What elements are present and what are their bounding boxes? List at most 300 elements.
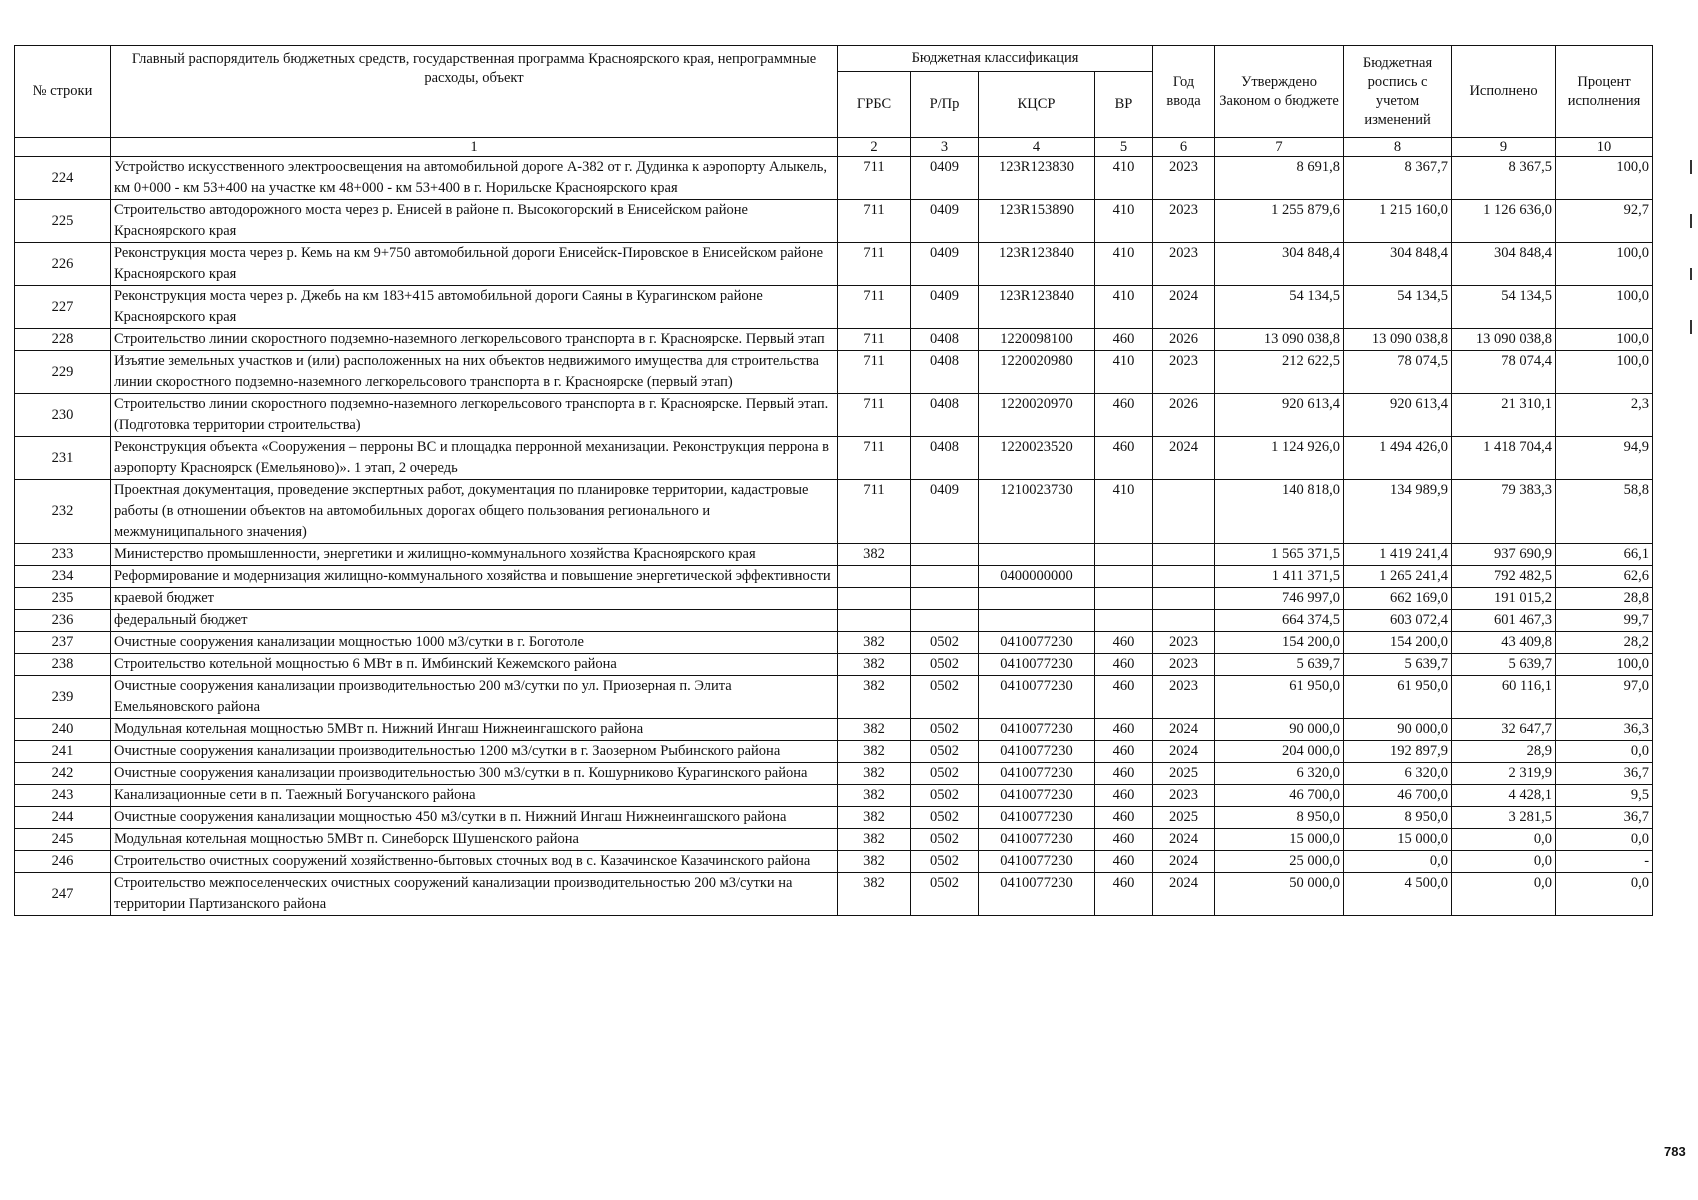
table-row (15, 566, 1653, 588)
table-row (15, 329, 1653, 351)
row-percent-cell: 100,0 (1556, 654, 1653, 676)
row-name-cell: Реконструкция моста через р. Джебь на км 183+415 автомобильной дороги Саяны в Курагинском районе Красноярского края (111, 286, 838, 329)
row-executed-cell: 28,9 (1452, 741, 1556, 763)
row-grbs-cell: 382 (838, 851, 911, 873)
table-row (15, 437, 1653, 480)
row-approved-cell: 15 000,0 (1215, 829, 1344, 851)
row-year-cell: 2024 (1153, 437, 1215, 480)
row-percent-cell: 2,3 (1556, 394, 1653, 437)
row-vr-cell: 460 (1095, 873, 1153, 916)
row-year-cell: 2024 (1153, 741, 1215, 763)
row-rpr-cell: 0502 (911, 654, 979, 676)
row-name-cell: Министерство промышленности, энергетики и жилищно-коммунального хозяйства Красноярского края (111, 544, 838, 566)
row-year-cell: 2024 (1153, 286, 1215, 329)
row-executed-cell: 8 367,5 (1452, 157, 1556, 200)
row-name-cell: Реконструкция объекта «Сооружения – перроны ВС и площадка перронной механизации. Реконструкция перрона в аэропорту Красноярск (Емельяново)». 1 этап, 2 очередь (111, 437, 838, 480)
row-budget-list-cell: 90 000,0 (1344, 719, 1452, 741)
row-year-cell: 2026 (1153, 394, 1215, 437)
row-percent-cell: 0,0 (1556, 829, 1653, 851)
row-percent-cell: 0,0 (1556, 873, 1653, 916)
row-number-cell: 239 (15, 676, 111, 719)
row-grbs-cell: 382 (838, 807, 911, 829)
row-percent-cell: 100,0 (1556, 351, 1653, 394)
row-kcsr-cell: 123R153890 (979, 200, 1095, 243)
row-percent-cell: 9,5 (1556, 785, 1653, 807)
row-name-cell: Реконструкция моста через р. Кемь на км 9+750 автомобильной дороги Енисейск-Пировское в Енисейском районе Красноярского края (111, 243, 838, 286)
row-year-cell: 2023 (1153, 200, 1215, 243)
row-name-cell: Изъятие земельных участков и (или) расположенных на них объектов недвижимого имущества для строительства линии скоростного подземно-наземного легкорельсового транспорта в г. Красноярске (первый этап) (111, 351, 838, 394)
row-vr-cell (1095, 588, 1153, 610)
row-percent-cell: 100,0 (1556, 243, 1653, 286)
row-name-cell: Модульная котельная мощностью 5МВт п. Нижний Ингаш Нижнеингашского района (111, 719, 838, 741)
row-rpr-cell: 0408 (911, 394, 979, 437)
row-rpr-cell (911, 566, 979, 588)
row-executed-cell: 1 418 704,4 (1452, 437, 1556, 480)
row-name-cell: Устройство искусственного электроосвещения на автомобильной дороге А-382 от г. Дудинка к аэропорту Алыкель, км 0+000 - км 53+400 на участке км 48+000 - км 53+400 в г. Норильске Красноярского края (111, 157, 838, 200)
table-row (15, 588, 1653, 610)
row-approved-cell: 1 565 371,5 (1215, 544, 1344, 566)
row-number-cell: 230 (15, 394, 111, 437)
row-rpr-cell: 0409 (911, 157, 979, 200)
row-approved-cell: 8 950,0 (1215, 807, 1344, 829)
row-number-cell: 234 (15, 566, 111, 588)
table-row (15, 829, 1653, 851)
scan-edge-marks (1690, 160, 1696, 374)
table-row (15, 610, 1653, 632)
row-kcsr-cell: 0410077230 (979, 654, 1095, 676)
table-row (15, 741, 1653, 763)
table-row (15, 632, 1653, 654)
row-executed-cell: 937 690,9 (1452, 544, 1556, 566)
row-grbs-cell: 382 (838, 829, 911, 851)
row-grbs-cell: 382 (838, 873, 911, 916)
row-percent-cell: 58,8 (1556, 480, 1653, 544)
row-vr-cell: 460 (1095, 632, 1153, 654)
row-percent-cell: 100,0 (1556, 286, 1653, 329)
row-grbs-cell: 711 (838, 286, 911, 329)
row-rpr-cell: 0409 (911, 200, 979, 243)
row-budget-list-cell: 304 848,4 (1344, 243, 1452, 286)
row-approved-cell: 1 124 926,0 (1215, 437, 1344, 480)
budget-table (14, 45, 1653, 916)
table-row (15, 243, 1653, 286)
row-executed-cell: 78 074,4 (1452, 351, 1556, 394)
row-kcsr-cell: 0400000000 (979, 566, 1095, 588)
row-vr-cell: 410 (1095, 480, 1153, 544)
row-year-cell: 2023 (1153, 785, 1215, 807)
row-year-cell: 2023 (1153, 654, 1215, 676)
row-executed-cell: 21 310,1 (1452, 394, 1556, 437)
row-budget-list-cell: 61 950,0 (1344, 676, 1452, 719)
row-rpr-cell: 0502 (911, 676, 979, 719)
table-row (15, 157, 1653, 200)
table-row (15, 654, 1653, 676)
row-vr-cell: 410 (1095, 243, 1153, 286)
row-vr-cell: 410 (1095, 200, 1153, 243)
row-vr-cell: 460 (1095, 851, 1153, 873)
row-name-cell: Очистные сооружения канализации мощностью 1000 м3/сутки в г. Боготоле (111, 632, 838, 654)
row-vr-cell: 460 (1095, 719, 1153, 741)
row-budget-list-cell: 46 700,0 (1344, 785, 1452, 807)
table-row (15, 200, 1653, 243)
header-kcsr: КЦСР (979, 72, 1095, 138)
row-executed-cell: 0,0 (1452, 851, 1556, 873)
row-grbs-cell: 382 (838, 544, 911, 566)
row-executed-cell: 0,0 (1452, 829, 1556, 851)
colnum: 7 (1215, 138, 1344, 157)
row-name-cell: Очистные сооружения канализации производительностью 1200 м3/сутки в г. Заозерном Рыбинского района (111, 741, 838, 763)
row-budget-list-cell: 13 090 038,8 (1344, 329, 1452, 351)
row-vr-cell: 460 (1095, 329, 1153, 351)
row-name-cell: Строительство межпоселенческих очистных сооружений канализации производительностью 200 м3/сутки на территории Партизанского района (111, 873, 838, 916)
column-numbers-row (15, 138, 1653, 157)
row-kcsr-cell: 123R123840 (979, 286, 1095, 329)
row-vr-cell: 460 (1095, 829, 1153, 851)
row-executed-cell: 5 639,7 (1452, 654, 1556, 676)
header-grbs: ГРБС (838, 72, 911, 138)
header-name: Главный распорядитель бюджетных средств, государственная программа Красноярского края, непрограммные расходы, объект (111, 46, 838, 138)
row-percent-cell: 97,0 (1556, 676, 1653, 719)
row-number-cell: 247 (15, 873, 111, 916)
row-rpr-cell: 0502 (911, 741, 979, 763)
row-rpr-cell: 0502 (911, 785, 979, 807)
colnum: 3 (911, 138, 979, 157)
row-name-cell: Строительство котельной мощностью 6 МВт в п. Имбинский Кежемского района (111, 654, 838, 676)
row-approved-cell: 746 997,0 (1215, 588, 1344, 610)
row-grbs-cell (838, 566, 911, 588)
row-rpr-cell: 0502 (911, 763, 979, 785)
row-approved-cell: 54 134,5 (1215, 286, 1344, 329)
row-year-cell: 2023 (1153, 243, 1215, 286)
row-approved-cell: 1 411 371,5 (1215, 566, 1344, 588)
header-budget-classification: Бюджетная классификация (838, 46, 1153, 72)
row-executed-cell: 2 319,9 (1452, 763, 1556, 785)
table-body (15, 157, 1653, 916)
row-percent-cell: 99,7 (1556, 610, 1653, 632)
row-name-cell: краевой бюджет (111, 588, 838, 610)
row-grbs-cell: 711 (838, 480, 911, 544)
row-number-cell: 238 (15, 654, 111, 676)
row-vr-cell: 410 (1095, 157, 1153, 200)
row-percent-cell: 92,7 (1556, 200, 1653, 243)
row-year-cell: 2025 (1153, 807, 1215, 829)
row-year-cell: 2024 (1153, 851, 1215, 873)
row-grbs-cell: 711 (838, 329, 911, 351)
row-budget-list-cell: 920 613,4 (1344, 394, 1452, 437)
row-budget-list-cell: 54 134,5 (1344, 286, 1452, 329)
row-rpr-cell (911, 610, 979, 632)
row-grbs-cell: 711 (838, 394, 911, 437)
row-percent-cell: 100,0 (1556, 157, 1653, 200)
row-budget-list-cell: 662 169,0 (1344, 588, 1452, 610)
row-rpr-cell: 0502 (911, 632, 979, 654)
row-grbs-cell: 382 (838, 654, 911, 676)
row-name-cell: Проектная документация, проведение экспертных работ, документация по планировке территории, кадастровые работы (в отношении объектов на автомобильных дорогах общего пользования регионального и межмуниципального значения) (111, 480, 838, 544)
table-row (15, 676, 1653, 719)
header-budget-list: Бюджетная роспись с учетом изменений (1344, 46, 1452, 138)
row-vr-cell: 460 (1095, 654, 1153, 676)
row-number-cell: 227 (15, 286, 111, 329)
row-budget-list-cell: 192 897,9 (1344, 741, 1452, 763)
table-row (15, 807, 1653, 829)
row-budget-list-cell: 6 320,0 (1344, 763, 1452, 785)
row-executed-cell: 54 134,5 (1452, 286, 1556, 329)
row-number-cell: 233 (15, 544, 111, 566)
row-year-cell: 2023 (1153, 157, 1215, 200)
row-kcsr-cell: 0410077230 (979, 719, 1095, 741)
row-vr-cell: 410 (1095, 286, 1153, 329)
row-executed-cell: 32 647,7 (1452, 719, 1556, 741)
table-row (15, 719, 1653, 741)
row-kcsr-cell: 0410077230 (979, 851, 1095, 873)
row-kcsr-cell: 0410077230 (979, 807, 1095, 829)
header-rpr: Р/Пр (911, 72, 979, 138)
row-vr-cell: 460 (1095, 785, 1153, 807)
colnum: 5 (1095, 138, 1153, 157)
row-executed-cell: 13 090 038,8 (1452, 329, 1556, 351)
colnum: 6 (1153, 138, 1215, 157)
row-number-cell: 232 (15, 480, 111, 544)
row-rpr-cell: 0409 (911, 286, 979, 329)
row-vr-cell (1095, 544, 1153, 566)
row-budget-list-cell: 15 000,0 (1344, 829, 1452, 851)
row-percent-cell: 66,1 (1556, 544, 1653, 566)
row-executed-cell: 304 848,4 (1452, 243, 1556, 286)
row-kcsr-cell: 0410077230 (979, 785, 1095, 807)
row-rpr-cell: 0502 (911, 829, 979, 851)
table-row (15, 873, 1653, 916)
colnum: 1 (111, 138, 838, 157)
row-kcsr-cell: 0410077230 (979, 829, 1095, 851)
row-kcsr-cell: 1220023520 (979, 437, 1095, 480)
row-number-cell: 224 (15, 157, 111, 200)
row-grbs-cell: 382 (838, 763, 911, 785)
row-year-cell (1153, 588, 1215, 610)
row-name-cell: Модульная котельная мощностью 5МВт п. Синеборск Шушенского района (111, 829, 838, 851)
header-vr: ВР (1095, 72, 1153, 138)
row-budget-list-cell: 0,0 (1344, 851, 1452, 873)
header-row-number: № строки (15, 46, 111, 138)
row-budget-list-cell: 603 072,4 (1344, 610, 1452, 632)
row-name-cell: Строительство линии скоростного подземно-наземного легкорельсового транспорта в г. Красноярске. Первый этап. (Подготовка территории строительства) (111, 394, 838, 437)
row-number-cell: 244 (15, 807, 111, 829)
row-number-cell: 225 (15, 200, 111, 243)
table-row (15, 480, 1653, 544)
row-approved-cell: 6 320,0 (1215, 763, 1344, 785)
row-executed-cell: 792 482,5 (1452, 566, 1556, 588)
row-kcsr-cell: 0410077230 (979, 741, 1095, 763)
colnum: 8 (1344, 138, 1452, 157)
row-vr-cell (1095, 566, 1153, 588)
row-name-cell: Строительство очистных сооружений хозяйственно-бытовых сточных вод в с. Казачинское Казачинского района (111, 851, 838, 873)
row-grbs-cell: 382 (838, 785, 911, 807)
row-approved-cell: 8 691,8 (1215, 157, 1344, 200)
row-budget-list-cell: 5 639,7 (1344, 654, 1452, 676)
row-number-cell: 243 (15, 785, 111, 807)
row-percent-cell: 62,6 (1556, 566, 1653, 588)
row-budget-list-cell: 1 215 160,0 (1344, 200, 1452, 243)
row-percent-cell: 100,0 (1556, 329, 1653, 351)
row-year-cell: 2023 (1153, 676, 1215, 719)
row-kcsr-cell (979, 588, 1095, 610)
row-year-cell: 2024 (1153, 719, 1215, 741)
row-year-cell: 2025 (1153, 763, 1215, 785)
row-number-cell: 245 (15, 829, 111, 851)
row-executed-cell: 3 281,5 (1452, 807, 1556, 829)
row-rpr-cell: 0408 (911, 437, 979, 480)
row-rpr-cell: 0502 (911, 719, 979, 741)
row-kcsr-cell: 0410077230 (979, 873, 1095, 916)
row-number-cell: 229 (15, 351, 111, 394)
row-rpr-cell: 0409 (911, 480, 979, 544)
row-budget-list-cell: 1 494 426,0 (1344, 437, 1452, 480)
colnum: 2 (838, 138, 911, 157)
row-grbs-cell: 711 (838, 200, 911, 243)
row-vr-cell (1095, 610, 1153, 632)
row-year-cell (1153, 610, 1215, 632)
row-executed-cell: 60 116,1 (1452, 676, 1556, 719)
row-rpr-cell: 0502 (911, 873, 979, 916)
row-approved-cell: 154 200,0 (1215, 632, 1344, 654)
row-percent-cell: 36,3 (1556, 719, 1653, 741)
row-name-cell: Очистные сооружения канализации мощностью 450 м3/сутки в п. Нижний Ингаш Нижнеингашского района (111, 807, 838, 829)
row-name-cell: Очистные сооружения канализации производительностью 300 м3/сутки в п. Кошурниково Курагинского района (111, 763, 838, 785)
row-approved-cell: 1 255 879,6 (1215, 200, 1344, 243)
row-rpr-cell (911, 588, 979, 610)
header-year: Год ввода (1153, 46, 1215, 138)
row-vr-cell: 460 (1095, 437, 1153, 480)
row-grbs-cell (838, 610, 911, 632)
row-kcsr-cell: 123R123830 (979, 157, 1095, 200)
row-year-cell (1153, 566, 1215, 588)
row-vr-cell: 410 (1095, 351, 1153, 394)
row-number-cell: 236 (15, 610, 111, 632)
table-row (15, 394, 1653, 437)
row-kcsr-cell (979, 544, 1095, 566)
row-name-cell: Очистные сооружения канализации производительностью 200 м3/сутки по ул. Приозерная п. Элита Емельяновского района (111, 676, 838, 719)
row-approved-cell: 90 000,0 (1215, 719, 1344, 741)
row-approved-cell: 140 818,0 (1215, 480, 1344, 544)
row-number-cell: 242 (15, 763, 111, 785)
row-vr-cell: 460 (1095, 676, 1153, 719)
row-number-cell: 237 (15, 632, 111, 654)
row-rpr-cell: 0408 (911, 351, 979, 394)
row-percent-cell: 94,9 (1556, 437, 1653, 480)
row-grbs-cell: 382 (838, 741, 911, 763)
table-row (15, 785, 1653, 807)
row-number-cell: 228 (15, 329, 111, 351)
row-approved-cell: 25 000,0 (1215, 851, 1344, 873)
row-kcsr-cell: 0410077230 (979, 763, 1095, 785)
row-approved-cell: 13 090 038,8 (1215, 329, 1344, 351)
row-grbs-cell: 382 (838, 719, 911, 741)
header-approved: Утверждено Законом о бюджете (1215, 46, 1344, 138)
row-executed-cell: 79 383,3 (1452, 480, 1556, 544)
row-grbs-cell (838, 588, 911, 610)
row-vr-cell: 460 (1095, 763, 1153, 785)
row-rpr-cell: 0502 (911, 807, 979, 829)
colnum: 9 (1452, 138, 1556, 157)
row-approved-cell: 46 700,0 (1215, 785, 1344, 807)
row-name-cell: Канализационные сети в п. Таежный Богучанского района (111, 785, 838, 807)
row-number-cell: 226 (15, 243, 111, 286)
row-vr-cell: 460 (1095, 394, 1153, 437)
row-grbs-cell: 711 (838, 351, 911, 394)
row-grbs-cell: 711 (838, 437, 911, 480)
row-percent-cell: - (1556, 851, 1653, 873)
row-percent-cell: 28,2 (1556, 632, 1653, 654)
row-year-cell (1153, 480, 1215, 544)
row-grbs-cell: 382 (838, 632, 911, 654)
row-budget-list-cell: 8 367,7 (1344, 157, 1452, 200)
row-vr-cell: 460 (1095, 807, 1153, 829)
row-approved-cell: 212 622,5 (1215, 351, 1344, 394)
row-year-cell: 2024 (1153, 829, 1215, 851)
row-year-cell: 2024 (1153, 873, 1215, 916)
row-grbs-cell: 711 (838, 157, 911, 200)
row-name-cell: Строительство автодорожного моста через р. Енисей в районе п. Высокогорский в Енисейском районе Красноярского края (111, 200, 838, 243)
row-year-cell: 2023 (1153, 632, 1215, 654)
row-approved-cell: 920 613,4 (1215, 394, 1344, 437)
row-approved-cell: 304 848,4 (1215, 243, 1344, 286)
header-executed: Исполнено (1452, 46, 1556, 138)
row-grbs-cell: 711 (838, 243, 911, 286)
row-approved-cell: 664 374,5 (1215, 610, 1344, 632)
row-number-cell: 231 (15, 437, 111, 480)
row-percent-cell: 0,0 (1556, 741, 1653, 763)
row-grbs-cell: 382 (838, 676, 911, 719)
row-kcsr-cell (979, 610, 1095, 632)
row-kcsr-cell: 1210023730 (979, 480, 1095, 544)
row-percent-cell: 36,7 (1556, 763, 1653, 785)
row-executed-cell: 191 015,2 (1452, 588, 1556, 610)
row-rpr-cell: 0408 (911, 329, 979, 351)
row-number-cell: 241 (15, 741, 111, 763)
row-number-cell: 246 (15, 851, 111, 873)
row-year-cell: 2023 (1153, 351, 1215, 394)
table-row (15, 763, 1653, 785)
colnum: 4 (979, 138, 1095, 157)
row-approved-cell: 204 000,0 (1215, 741, 1344, 763)
row-kcsr-cell: 1220098100 (979, 329, 1095, 351)
row-budget-list-cell: 78 074,5 (1344, 351, 1452, 394)
page-number: 783 (1664, 1144, 1686, 1159)
row-kcsr-cell: 0410077230 (979, 676, 1095, 719)
row-executed-cell: 4 428,1 (1452, 785, 1556, 807)
row-budget-list-cell: 1 419 241,4 (1344, 544, 1452, 566)
row-percent-cell: 36,7 (1556, 807, 1653, 829)
table-row (15, 286, 1653, 329)
row-rpr-cell (911, 544, 979, 566)
row-name-cell: Реформирование и модернизация жилищно-коммунального хозяйства и повышение энергетической эффективности (111, 566, 838, 588)
header-percent: Процент исполнения (1556, 46, 1653, 138)
row-budget-list-cell: 154 200,0 (1344, 632, 1452, 654)
row-executed-cell: 0,0 (1452, 873, 1556, 916)
row-budget-list-cell: 4 500,0 (1344, 873, 1452, 916)
table-row (15, 851, 1653, 873)
row-rpr-cell: 0502 (911, 851, 979, 873)
row-approved-cell: 61 950,0 (1215, 676, 1344, 719)
colnum: 10 (1556, 138, 1653, 157)
row-kcsr-cell: 0410077230 (979, 632, 1095, 654)
row-year-cell: 2026 (1153, 329, 1215, 351)
row-number-cell: 235 (15, 588, 111, 610)
table-row (15, 351, 1653, 394)
row-approved-cell: 5 639,7 (1215, 654, 1344, 676)
row-budget-list-cell: 8 950,0 (1344, 807, 1452, 829)
row-name-cell: федеральный бюджет (111, 610, 838, 632)
table-row (15, 544, 1653, 566)
